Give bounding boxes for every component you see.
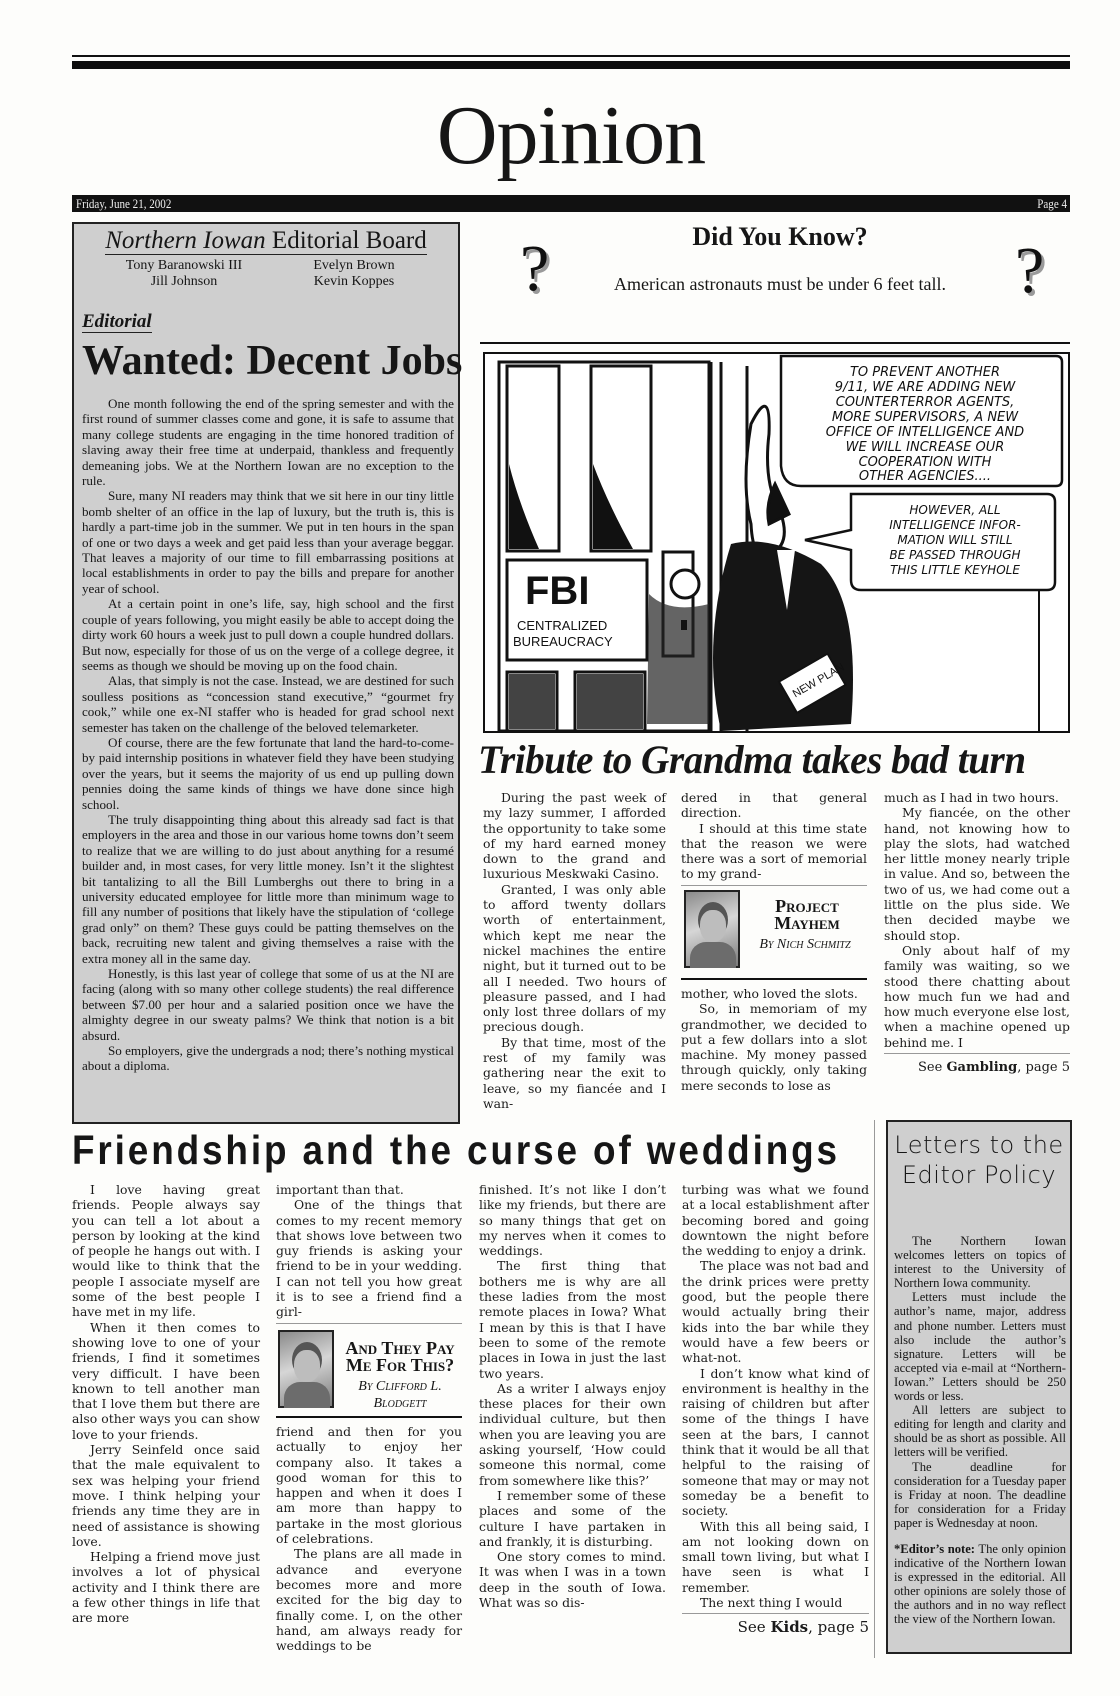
question-mark-icon: ? (1015, 234, 1045, 307)
editorial-label: Editorial (82, 311, 152, 332)
tribute-headline: Tribute to Grandma takes bad turn (478, 737, 1026, 782)
did-you-know-title: Did You Know? (692, 222, 868, 251)
divider (276, 1416, 462, 1418)
paragraph: The Northern Iowan welcomes letters on topics of interest to the University of Northern Iowa community. (894, 1234, 1066, 1291)
column-divider (874, 1120, 875, 1658)
did-you-know-fact: American astronauts must be under 6 feet tall. (614, 274, 946, 294)
jump-prefix: See (737, 1618, 771, 1637)
paragraph: Letters must include the author’s name, major, address and phone number. Letters must also include the author’s signature. Letters will be accepted via e-mail at “Northern-Iowan.” Letters should be 250 words or less. (894, 1290, 1066, 1404)
paragraph: dered in that general direction. (681, 790, 867, 821)
tribute-column-1 (483, 790, 666, 1111)
paragraph: important than that. (276, 1182, 404, 1197)
paragraph: The first thing that bothers me is why are all these ladies from the most remote places in Iowa? What I mean by this is that I have been to some of the remote places in Iowa in just the last two years. (479, 1258, 666, 1381)
paragraph: Jerry Seinfeld once said that the male equivalent to sex was helping your friend move. I think helping your friends any time they are in need of assistance is showing love. (72, 1442, 260, 1549)
board-member: Evelyn Brown (313, 258, 395, 273)
paragraph: The next thing I would (700, 1595, 843, 1611)
letters-policy-title: Letters to the Editor Policy (894, 1131, 1064, 1189)
paragraph: One of the things that comes to my recent memory that shows love between two guy friends is asking your friend to be in your wedding. I can not tell you how great it is to see a friend find a girl- (276, 1197, 462, 1320)
friendship-column-3 (479, 1182, 666, 1610)
paragraph: My fiancée, on the other hand, not knowing how to play the slots, had watched her little money nearly triple in value. And so, between the two of us, we had come out a little on the plus side. We then decided maybe we should stop. (884, 805, 1070, 943)
paragraph: The truly disappointing thing about this already sad fact is that employers in the area and those in our various home towns don’t seem to realize that we are willing to do just about anything for a resumé builder and, in most cases, for very little money. Isn’t it the slightest bit tantalizing to all the Bill Lumberghs out there to bring in a university educated employee for little more than minimum wage to fill any number of positions that likely have the stipulation of ‘college grad only” on them? These guys could be patting themselves on the back, recruiting new talent and giving themselves a raise with the extra money all in the same day. (82, 811, 454, 966)
tribute-column-3 (884, 790, 1070, 1075)
speech-line: OFFICE OF INTELLIGENCE AND (825, 425, 1025, 440)
speech-line: HOWEVER, ALL (909, 503, 1001, 517)
paragraph: much as I had in two hours. (884, 790, 1059, 805)
paragraph: I should at this time state that the reason we were there was a sort of memorial to my grand- (681, 820, 867, 882)
paragraph: So, in memoriam of my grandmother, we decided to put a few dollars into a slot machine. My money passed through quickly, only taking mere seconds to lose as (681, 1001, 867, 1093)
jump-page: , page 5 (808, 1618, 869, 1637)
top-thick-rule (72, 61, 1070, 69)
paragraph: Sure, many NI readers may think that we sit here in our tiny little bomb shelter of an office in the lap of luxury, but the truth is, this is hardly a part-time job in the summer. We put in ten hours in the span of one or two days a week and get paid less than your average beggar. That leaves a majority of our time to fill embarrassing positions at local establishments in order to pay the bills and prepare for another year of school. (82, 488, 454, 596)
speech-line: WE WILL INCREASE OUR (845, 440, 1005, 455)
board-member: Kevin Koppes (313, 274, 395, 289)
paragraph: During the past week of my lazy summer, I afforded the opportunity to take some of my hard earned money down to the grand and luxurious Meskwaki Casino. (483, 790, 666, 882)
top-thin-rule (72, 55, 1070, 57)
divider (276, 1323, 462, 1324)
columnist-photo (278, 1330, 334, 1408)
paragraph: Of course, there are the few fortunate that land the hard-to-come-by paid internship positions in whatever field they have been studying over the years, but it seems the majority of us end up pulling down pennies doing the same kinds of things we have done since high school. (82, 734, 454, 812)
speech-line: MATION WILL STILL (897, 533, 1013, 547)
paragraph: By that time, most of the rest of my family was gathering near the exit to leave, so my fiancée and I wan- (483, 1034, 666, 1111)
tribute-column-2-cont (681, 986, 867, 1093)
paragraph: turbing was what we found at a local establishment after becoming bored and going downtown the night before the wedding to enjoy a drink. (682, 1182, 869, 1259)
question-mark-icon: ? (520, 232, 550, 305)
letters-policy-body (894, 1234, 1066, 1627)
byline (338, 1378, 462, 1412)
paragraph: I remember some of these places and some of the culture I have partaken in and frankly, it is disturbing. (479, 1487, 666, 1549)
paragraph: Granted, I was only able to afford twenty dollars worth of entertainment, which kept me near the nickel machines the entire night, but it turned out to be all I needed. Two hours of pleasure passed, and I had only lost three dollars of my precious dough. (483, 881, 666, 1035)
date-bar (72, 195, 1070, 212)
sign-line: CENTRALIZED (517, 618, 608, 633)
speech-line: OTHER AGENCIES.... (858, 469, 992, 484)
friendship-headline: Friendship and the curse of weddings (72, 1127, 840, 1173)
speech-line: MORE SUPERVISORS, A NEW (831, 410, 1019, 425)
column-name: Project Mayhem (774, 896, 840, 933)
jump-page: , page 5 (1017, 1060, 1070, 1076)
divider (884, 1053, 1070, 1054)
columnist-photo (684, 890, 740, 968)
paragraph: So employers, give the undergrads a nod; there’s nothing mystical about a diploma. (82, 1043, 454, 1074)
paragraph: I don’t know what kind of environment is healthy in the raising of children but after some of the things I have seen at the bars, I cannot think that it would be all that helpful to the raising of someone that may or may not someday be a benefit to society. (682, 1365, 869, 1519)
columnist-mug-project-mayhem (681, 884, 867, 984)
editorial-board-title (74, 227, 458, 255)
section-rule (480, 342, 1070, 344)
speech-line: TO PREVENT ANOTHER (849, 365, 1001, 380)
speech-line: COUNTERTERROR AGENTS, (835, 395, 1015, 410)
paragraph: mother, who loved the slots. (681, 986, 858, 1001)
editorial-box (72, 222, 463, 1124)
paper-label: NEW PLAN (790, 661, 847, 701)
divider (681, 978, 867, 980)
editorial-body (82, 396, 454, 1074)
editors-note (894, 1542, 1066, 1627)
did-you-know-box (480, 222, 1070, 330)
paragraph: When it then comes to showing love to one of your friends, I find it sometimes very difficult. I have been known to tell another man that I love them but there are also other ways you can show love to your friends. (72, 1319, 260, 1442)
byline: By Nich Schmitz (759, 937, 851, 952)
letters-policy-box (886, 1120, 1072, 1654)
column-name-line: Me For This? (345, 1355, 455, 1375)
jump-target: Gambling (946, 1060, 1018, 1076)
editorial-cartoon (483, 352, 1070, 733)
column-name-line: And They Pay (345, 1338, 455, 1358)
paragraph: The place was not bad and the drink prices were pretty good, but the people there would actually bring their kids into the bar while they would have a few beers or what-not. (682, 1258, 869, 1366)
board-label: Editorial Board (265, 227, 427, 254)
paragraph: As a writer I always enjoy these places for their own individual culture, but then when you are leaving you are asking yourself, ‘How could someone this normal, come from somewhere like this?’ (479, 1380, 666, 1488)
jump-target: Kids (770, 1618, 809, 1637)
speech-line: THIS LITTLE KEYHOLE (890, 563, 1020, 577)
paragraph: One month following the end of the spring semester and with the first round of summer classes come and gone, it is safe to assume that many college students are engaging in the time honored tradition of slaving away their free time at underpaid, thankless and frequently demeaning jobs. We at the Northern Iowan are no exception to the rule. (82, 396, 454, 489)
board-member: Tony Baranowski III (125, 258, 243, 273)
page-number: Page 4 (1037, 196, 1067, 211)
paragraph: Only about half of my family was waiting, so we stood there chatting about how much fun we had and how much everyone else lost, when a machine opened up behind me. I (884, 942, 1070, 1050)
paragraph: One story comes to mind. It was when I was in a town deep in the south of Iowa. What was so dis- (479, 1549, 666, 1611)
paragraph: friend and then for you actually to enjoy her company also. It takes a good woman for this to happen and when it does I am more than happy to partake in the most glorious of celebrations. (276, 1424, 462, 1547)
jump-link-kids[interactable] (682, 1620, 869, 1635)
sign-line: BUREAUCRACY (513, 634, 613, 649)
cartoon-illustration (485, 354, 1068, 731)
editorial-headline: Wanted: Decent Jobs (82, 338, 463, 384)
paragraph: Helping a friend move just involves a lot of physical activity and I think there are a few other things in life that are more (72, 1549, 260, 1626)
jump-link-gambling[interactable] (884, 1060, 1070, 1075)
friendship-column-4 (682, 1182, 869, 1636)
paragraph: The plans are all made in advance and everyone becomes more and more excited for the big day to finally come. I, on the other hand, am always ready for weddings to be (276, 1546, 462, 1654)
friendship-column-2-cont (276, 1424, 462, 1653)
paragraph: With this all being said, I am not looking down on small town living, but what I have seen is what I remember. (682, 1518, 869, 1595)
speech-line: INTELLIGENCE INFOR- (889, 518, 1021, 532)
note-text: The only opinion indicative of the Northern Iowan is expressed in the editorial. All other opinions are solely those of the authors and in no way reflect the view of the Northern Iowan. (894, 1541, 1067, 1627)
paper-name: Northern Iowan (105, 227, 266, 254)
paragraph: finished. It’s not like I don’t like my friends, but there are so many things that get on my nerves when it comes to weddings. (479, 1182, 666, 1259)
byline-line: Blodgett (373, 1396, 427, 1411)
byline-line: By Clifford L. (358, 1379, 442, 1394)
jump-prefix: See (918, 1060, 947, 1076)
paragraph: All letters are subject to editing for length and clarity and should be as short as possible. All letters will be verified. (894, 1403, 1066, 1460)
paragraph: The deadline for consideration for a Tuesday paper is Friday at noon. The deadline for consideration for a Friday paper is Wednesday at noon. (894, 1459, 1066, 1530)
issue-date: Friday, June 21, 2002 (76, 196, 172, 211)
paragraph: Honestly, is this last year of college that some of us at the NI are facing (along with so many other college students) the real difference between $7.00 per hour and a salaried position once we have the almighty degree in our sweaty palms? We think that notion is a bit absurd. (82, 966, 454, 1043)
board-member: Jill Johnson (150, 274, 218, 289)
paragraph: I love having great friends. People always say you can tell a lot about a person by looking at the kind of people he hangs out with. I would like to think that the people I associate myself are some of the best people I have met in my life. (72, 1182, 260, 1320)
section-title: Opinion (436, 89, 706, 182)
speech-line: BE PASSED THROUGH (889, 548, 1021, 562)
speech-line: COOPERATION WITH (858, 455, 992, 470)
column-name (338, 1340, 462, 1374)
note-label: *Editor’s note: (894, 1541, 976, 1556)
paragraph: At a certain point in one’s life, say, high school and the first couple of years following, you might easily be able to accept doing the dirty work 60 hours a week just to pull down a couple hundred dollars. But now, especially for those of us on the verge of a college degree, it seems as though we should be moving up on the food chain. (82, 596, 454, 673)
paragraph: Alas, that simply is not the case. Instead, we are destined for such soulless positions as “concession stand executive,” “gourmet fry cook,” while one ex-NI staffer who is headed for grad school next semester has taken on the challenge of the beloved telemarketer. (82, 673, 454, 735)
tribute-column-2 (681, 790, 867, 886)
friendship-column-2 (276, 1182, 462, 1324)
divider (682, 1613, 869, 1614)
friendship-column-1 (72, 1182, 260, 1626)
columnist-mug-and-they-pay-me (276, 1326, 462, 1422)
fbi-sign-text: FBI (525, 569, 590, 613)
speech-line: 9/11, WE ARE ADDING NEW (834, 380, 1016, 395)
